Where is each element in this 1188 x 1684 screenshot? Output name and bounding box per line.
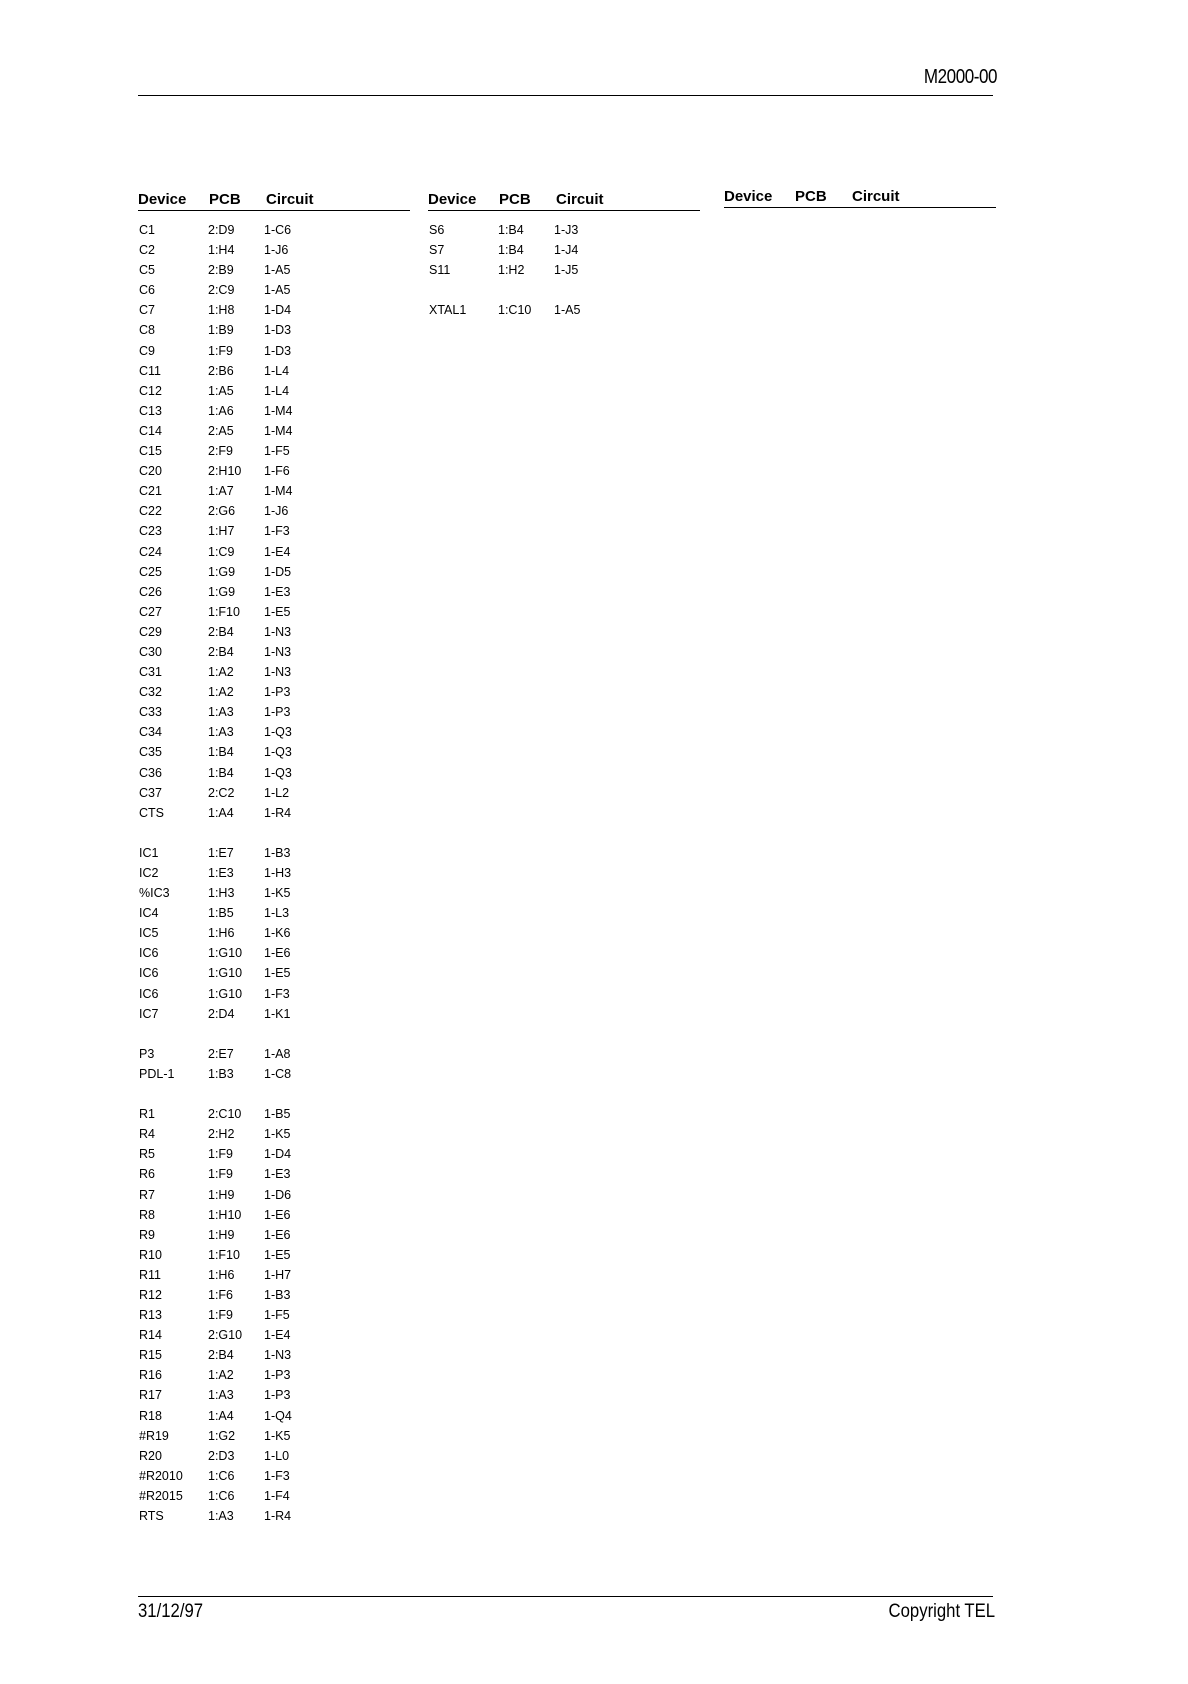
device-cell: IC5 [139, 926, 159, 941]
device-cell: C33 [139, 705, 162, 720]
circuit-cell: 1-Q3 [264, 725, 292, 740]
pcb-cell: 1:A3 [208, 705, 234, 720]
table-row [138, 1327, 410, 1347]
device-cell: C6 [139, 283, 155, 298]
circuit-cell: 1-R4 [264, 805, 292, 820]
circuit-cell: 1-N3 [264, 644, 292, 659]
pcb-cell: 1:H3 [208, 886, 235, 901]
table-row [428, 222, 700, 242]
device-cell: C5 [139, 263, 155, 278]
device-cell: C8 [139, 323, 155, 338]
device-cell: R6 [139, 1167, 155, 1182]
circuit-cell: 1-K6 [264, 926, 291, 941]
footer-copyright: Copyright TEL [888, 1601, 995, 1622]
circuit-cell: 1-N3 [264, 665, 292, 680]
circuit-cell: 1-F3 [264, 524, 290, 539]
device-cell: %IC3 [139, 886, 170, 901]
table-row [138, 1347, 410, 1367]
circuit-cell: 1-J6 [264, 504, 289, 519]
device-cell: C24 [139, 544, 162, 559]
table-row [138, 463, 410, 483]
circuit-cell: 1-P3 [264, 685, 291, 700]
circuit-cell: 1-B3 [264, 845, 291, 860]
table-row [138, 302, 410, 322]
table-row [138, 865, 410, 885]
device-cell: RTS [139, 1509, 164, 1523]
device-cell: R17 [139, 1388, 162, 1403]
pcb-cell: 2:D3 [208, 1448, 235, 1463]
circuit-cell: 1-L0 [264, 1448, 290, 1463]
table-row [428, 242, 700, 262]
column-header [428, 190, 700, 211]
device-cell: C20 [139, 464, 162, 479]
pcb-cell: 1:F9 [208, 1167, 234, 1182]
table-row [138, 845, 410, 865]
device-cell: C22 [139, 504, 162, 519]
circuit-cell: 1-K5 [264, 1428, 291, 1443]
pcb-cell: 2:C10 [208, 1107, 242, 1122]
pcb-cell: 1:E7 [208, 845, 234, 860]
circuit-cell: 1-P3 [264, 705, 291, 720]
circuit-cell: 1-F5 [264, 1308, 290, 1323]
pcb-cell: 1:G9 [208, 584, 236, 599]
circuit-cell: 1-A5 [264, 263, 291, 278]
table-row [138, 1166, 410, 1186]
table-row [138, 604, 410, 624]
pcb-cell: 1:H9 [208, 1227, 235, 1242]
device-cell: C30 [139, 644, 162, 659]
table-row [138, 724, 410, 744]
pcb-cell: 1:C6 [208, 1468, 235, 1483]
device-cell: C2 [139, 243, 155, 258]
circuit-cell: 1-J5 [554, 263, 579, 278]
table-row [138, 584, 410, 604]
circuit-cell: 1-D6 [264, 1187, 292, 1202]
circuit-cell: 1-L4 [264, 363, 290, 378]
circuit-cell: 1-H3 [264, 866, 292, 880]
pcb-cell: 1:G10 [208, 966, 243, 981]
table-row [138, 523, 410, 543]
circuit-cell: 1-E4 [264, 544, 291, 559]
circuit-cell: 1-D4 [264, 1147, 292, 1162]
pcb-cell: 1:A3 [208, 1509, 234, 1523]
header-pcb: PCB [209, 191, 241, 208]
device-cell: R10 [139, 1247, 162, 1262]
table-row [138, 624, 410, 644]
table-row [138, 1126, 410, 1146]
table-row [138, 644, 410, 664]
pcb-cell: 1:B4 [208, 745, 234, 760]
pcb-cell: 2:A5 [208, 423, 234, 438]
pcb-cell: 1:B3 [208, 1066, 234, 1081]
device-cell: #R19 [139, 1428, 169, 1443]
table-row [138, 1247, 410, 1267]
pcb-cell: 2:B4 [208, 1348, 234, 1363]
circuit-cell: 1-P3 [264, 1368, 291, 1383]
table-row [138, 1488, 410, 1508]
pcb-cell: 1:H7 [208, 524, 235, 539]
circuit-cell: 1-J3 [554, 223, 579, 237]
pcb-cell: 2:H2 [208, 1127, 235, 1142]
pcb-cell: 1:A5 [208, 383, 234, 398]
device-cell: IC6 [139, 986, 159, 1001]
table-row [138, 1387, 410, 1407]
pcb-cell: 2:E7 [208, 1046, 234, 1061]
header-circuit: Circuit [266, 191, 314, 208]
circuit-cell: 1-E3 [264, 1167, 291, 1182]
pcb-cell: 1:B4 [208, 765, 234, 780]
device-cell: C31 [139, 665, 162, 680]
table-row [138, 383, 410, 403]
circuit-cell: 1-M4 [264, 423, 293, 438]
table-row [138, 1428, 410, 1448]
pcb-cell: 1:F9 [208, 343, 234, 358]
table-row [138, 704, 410, 724]
pcb-cell: 1:A2 [208, 1368, 234, 1383]
table-row [138, 805, 410, 825]
pcb-cell: 2:C2 [208, 785, 235, 800]
pcb-cell: 2:F9 [208, 444, 234, 459]
table-row [428, 302, 700, 322]
circuit-cell: 1-E3 [264, 584, 291, 599]
table-row [138, 744, 410, 764]
table-row [138, 1207, 410, 1227]
circuit-cell: 1-E4 [264, 1328, 291, 1343]
table-row [138, 363, 410, 383]
table-row [138, 564, 410, 584]
table-row [428, 262, 700, 282]
circuit-cell: 1-K5 [264, 886, 291, 901]
circuit-cell: 1-J6 [264, 243, 289, 258]
circuit-cell: 1-H7 [264, 1267, 292, 1282]
device-cell: IC4 [139, 906, 159, 921]
device-cell: R9 [139, 1227, 155, 1242]
footer-date: 31/12/97 [138, 1601, 204, 1622]
device-cell: R15 [139, 1348, 162, 1363]
circuit-cell: 1-L4 [264, 383, 290, 398]
circuit-cell: 1-N3 [264, 624, 292, 639]
table-row [138, 423, 410, 443]
table-row [138, 986, 410, 1006]
pcb-cell: 1:A2 [208, 665, 234, 680]
circuit-cell: 1-J4 [554, 243, 579, 258]
pcb-cell: 1:B4 [498, 243, 524, 258]
circuit-cell: 1-Q3 [264, 765, 292, 780]
device-cell: C36 [139, 765, 162, 780]
device-cell: R16 [139, 1368, 162, 1383]
pcb-cell: 1:A7 [208, 484, 234, 499]
table-row [138, 965, 410, 985]
pcb-cell: 1:H9 [208, 1187, 235, 1202]
parts-list [138, 222, 410, 1528]
header-rule [138, 95, 993, 96]
table-row [138, 664, 410, 684]
pcb-cell: 1:A6 [208, 403, 234, 418]
circuit-cell: 1-M4 [264, 484, 293, 499]
column-header [138, 190, 410, 211]
pcb-cell: 1:G10 [208, 986, 243, 1001]
circuit-cell: 1-M4 [264, 403, 293, 418]
pcb-cell: 2:B9 [208, 263, 234, 278]
device-cell: IC6 [139, 946, 159, 961]
circuit-cell: 1-D3 [264, 323, 292, 338]
pcb-cell: 1:F9 [208, 1147, 234, 1162]
table-row [138, 785, 410, 805]
circuit-cell: 1-C8 [264, 1066, 292, 1081]
device-cell: R20 [139, 1448, 162, 1463]
pcb-cell: 2:D9 [208, 223, 235, 237]
pcb-cell: 1:C6 [208, 1488, 235, 1503]
group-spacer [428, 282, 700, 302]
circuit-cell: 1-E6 [264, 946, 291, 961]
group-spacer [138, 825, 410, 845]
pcb-cell: 1:E3 [208, 866, 234, 880]
device-cell: R5 [139, 1147, 155, 1162]
header-pcb: PCB [499, 191, 531, 208]
circuit-cell: 1-N3 [264, 1348, 292, 1363]
header-device: Device [428, 191, 477, 208]
circuit-cell: 1-F4 [264, 1488, 290, 1503]
group-spacer [138, 1086, 410, 1106]
table-row [138, 1006, 410, 1026]
device-cell: C37 [139, 785, 162, 800]
circuit-cell: 1-A5 [264, 283, 291, 298]
pcb-cell: 2:B4 [208, 624, 234, 639]
table-row [138, 1468, 410, 1488]
pcb-cell: 2:H10 [208, 464, 242, 479]
circuit-cell: 1-E6 [264, 1227, 291, 1242]
pcb-cell: 1:F9 [208, 1308, 234, 1323]
pcb-cell: 2:D4 [208, 1006, 235, 1021]
device-cell: #R2010 [139, 1468, 183, 1483]
device-cell: IC2 [139, 866, 159, 880]
device-cell: R11 [139, 1267, 162, 1282]
table-row [138, 1146, 410, 1166]
table-row [138, 1227, 410, 1247]
circuit-cell: 1-D3 [264, 343, 292, 358]
device-cell: IC7 [139, 1006, 159, 1021]
circuit-cell: 1-E5 [264, 604, 291, 619]
table-row [138, 1066, 410, 1086]
device-cell: C35 [139, 745, 162, 760]
pcb-cell: 1:A2 [208, 685, 234, 700]
device-cell: C29 [139, 624, 162, 639]
circuit-cell: 1-E5 [264, 966, 291, 981]
table-row [138, 343, 410, 363]
parts-list [428, 222, 700, 322]
pcb-cell: 1:A4 [208, 1408, 234, 1423]
device-cell: S11 [429, 263, 451, 278]
pcb-cell: 1:H10 [208, 1207, 242, 1222]
device-cell: C7 [139, 303, 155, 318]
pcb-cell: 1:F6 [208, 1287, 234, 1302]
device-cell: C15 [139, 444, 162, 459]
parts-column-2 [428, 190, 700, 322]
table-row [138, 1367, 410, 1387]
device-cell: R8 [139, 1207, 155, 1222]
pcb-cell: 1:G2 [208, 1428, 236, 1443]
column-header [724, 187, 996, 208]
pcb-cell: 1:H2 [498, 263, 525, 278]
device-cell: S7 [429, 243, 445, 258]
device-cell: C23 [139, 524, 162, 539]
table-row [138, 282, 410, 302]
circuit-cell: 1-D5 [264, 564, 292, 579]
table-row [138, 1307, 410, 1327]
device-cell: S6 [429, 223, 445, 237]
table-row [138, 885, 410, 905]
pcb-cell: 1:H6 [208, 926, 235, 941]
table-row [138, 1508, 410, 1528]
pcb-cell: 1:C9 [208, 544, 235, 559]
device-cell: P3 [139, 1046, 155, 1061]
header-circuit: Circuit [556, 191, 604, 208]
pcb-cell: 1:B9 [208, 323, 234, 338]
footer-rule [138, 1596, 993, 1597]
device-cell: R12 [139, 1287, 162, 1302]
pcb-cell: 1:B4 [498, 223, 524, 237]
circuit-cell: 1-R4 [264, 1509, 292, 1523]
group-spacer [138, 1026, 410, 1046]
device-cell: C9 [139, 343, 155, 358]
table-row [138, 1106, 410, 1126]
pcb-cell: 2:C9 [208, 283, 235, 298]
device-cell: C12 [139, 383, 162, 398]
table-row [138, 925, 410, 945]
circuit-cell: 1-F5 [264, 444, 290, 459]
device-cell: R7 [139, 1187, 155, 1202]
pcb-cell: 1:A3 [208, 1388, 234, 1403]
pcb-cell: 1:A4 [208, 805, 234, 820]
device-cell: C14 [139, 423, 162, 438]
pcb-cell: 2:G6 [208, 504, 236, 519]
circuit-cell: 1-C6 [264, 223, 292, 237]
table-row [138, 905, 410, 925]
pcb-cell: 1:A3 [208, 725, 234, 740]
pcb-cell: 1:H8 [208, 303, 235, 318]
table-row [138, 483, 410, 503]
table-row [138, 945, 410, 965]
device-cell: PDL-1 [139, 1066, 175, 1081]
circuit-cell: 1-E5 [264, 1247, 291, 1262]
device-cell: C27 [139, 604, 162, 619]
table-row [138, 1187, 410, 1207]
pcb-cell: 1:G9 [208, 564, 236, 579]
parts-column-1 [138, 190, 410, 1528]
device-cell: IC1 [139, 845, 159, 860]
pcb-cell: 2:B4 [208, 644, 234, 659]
circuit-cell: 1-K5 [264, 1127, 291, 1142]
table-row [138, 1046, 410, 1066]
circuit-cell: 1-F6 [264, 464, 290, 479]
device-cell: IC6 [139, 966, 159, 981]
table-row [138, 544, 410, 564]
circuit-cell: 1-A5 [554, 303, 581, 318]
device-cell: R13 [139, 1308, 162, 1323]
pcb-cell: 1:F10 [208, 1247, 240, 1262]
circuit-cell: 1-A8 [264, 1046, 291, 1061]
table-row [138, 242, 410, 262]
header-pcb: PCB [795, 188, 827, 205]
table-row [138, 403, 410, 423]
circuit-cell: 1-E6 [264, 1207, 291, 1222]
circuit-cell: 1-L3 [264, 906, 290, 921]
device-cell: C13 [139, 403, 162, 418]
pcb-cell: 2:G10 [208, 1328, 243, 1343]
circuit-cell: 1-K1 [264, 1006, 291, 1021]
table-row [138, 1408, 410, 1428]
circuit-cell: 1-B3 [264, 1287, 291, 1302]
device-cell: C26 [139, 584, 162, 599]
table-row [138, 503, 410, 523]
device-cell: C34 [139, 725, 162, 740]
device-cell: CTS [139, 805, 164, 820]
device-cell: C25 [139, 564, 162, 579]
pcb-cell: 1:H4 [208, 243, 235, 258]
circuit-cell: 1-P3 [264, 1388, 291, 1403]
pcb-cell: 1:G10 [208, 946, 243, 961]
pcb-cell: 2:B6 [208, 363, 234, 378]
table-row [138, 222, 410, 242]
pcb-cell: 1:B5 [208, 906, 234, 921]
device-cell: R18 [139, 1408, 162, 1423]
table-row [138, 1287, 410, 1307]
table-row [138, 1448, 410, 1468]
header-circuit: Circuit [852, 188, 900, 205]
device-cell: C32 [139, 685, 162, 700]
table-row [138, 765, 410, 785]
pcb-cell: 1:C10 [498, 303, 532, 318]
device-cell: C11 [139, 363, 162, 378]
table-row [138, 322, 410, 342]
device-cell: XTAL1 [429, 303, 467, 318]
table-row [138, 1267, 410, 1287]
device-cell: C21 [139, 484, 162, 499]
table-row [138, 262, 410, 282]
document-code: M2000-00 [923, 66, 997, 88]
circuit-cell: 1-B5 [264, 1107, 291, 1122]
circuit-cell: 1-Q4 [264, 1408, 292, 1423]
table-row [138, 443, 410, 463]
header-device: Device [138, 191, 187, 208]
device-cell: R4 [139, 1127, 155, 1142]
circuit-cell: 1-Q3 [264, 745, 292, 760]
device-cell: R1 [139, 1107, 155, 1122]
device-cell: #R2015 [139, 1488, 183, 1503]
pcb-cell: 1:H6 [208, 1267, 235, 1282]
parts-column-3 [724, 187, 996, 219]
device-cell: R14 [139, 1328, 162, 1343]
circuit-cell: 1-F3 [264, 986, 290, 1001]
header-device: Device [724, 188, 773, 205]
pcb-cell: 1:F10 [208, 604, 240, 619]
circuit-cell: 1-L2 [264, 785, 290, 800]
circuit-cell: 1-F3 [264, 1468, 290, 1483]
circuit-cell: 1-D4 [264, 303, 292, 318]
device-cell: C1 [139, 223, 155, 237]
table-row [138, 684, 410, 704]
